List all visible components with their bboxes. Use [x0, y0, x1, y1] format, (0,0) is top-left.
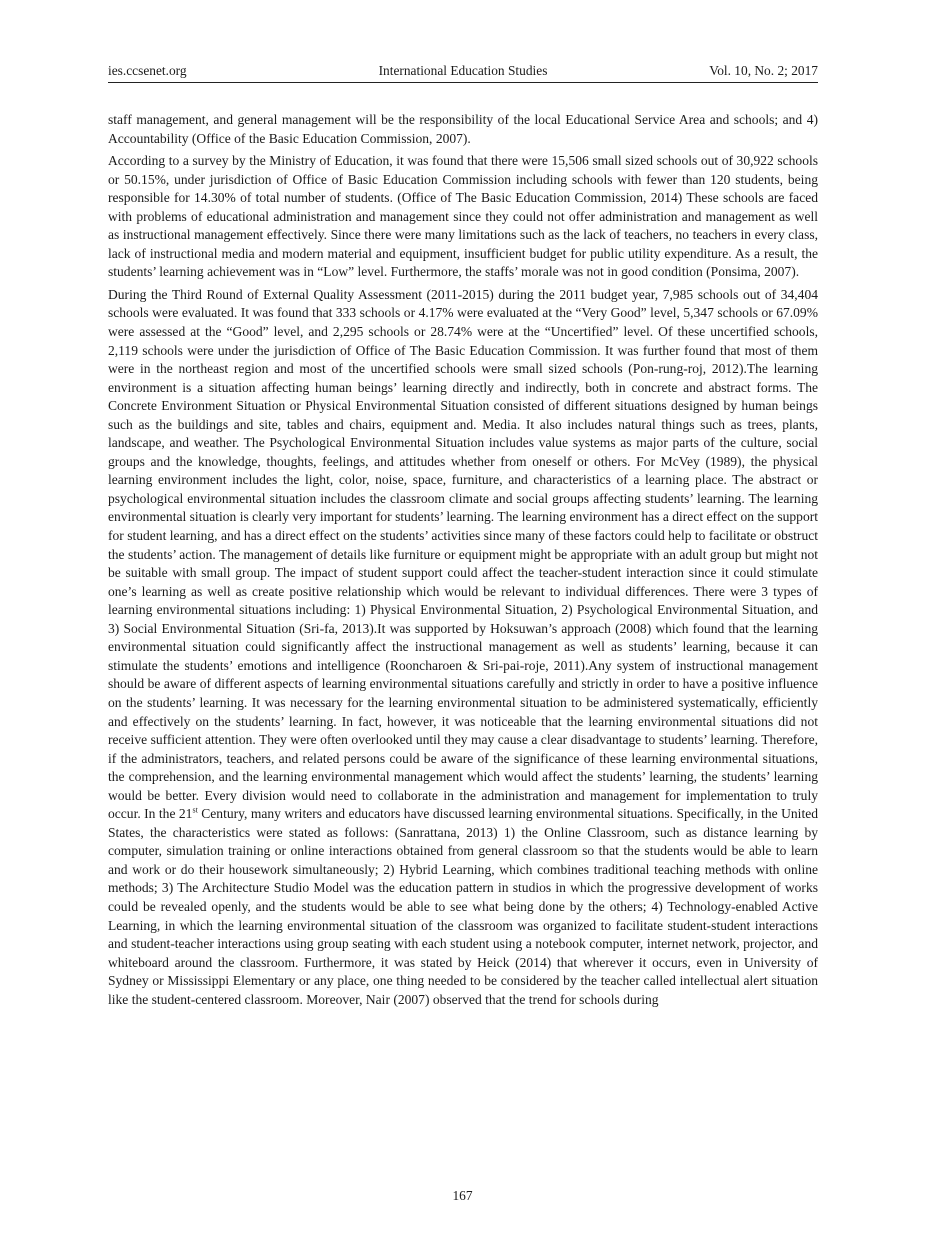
header-rule — [108, 82, 818, 83]
journal-website: ies.ccsenet.org — [108, 63, 187, 78]
paragraph-1: staff management, and general management will be the responsibility of the local Educational Service Area and schools; and 4) Accountability (Office of the Basic Education Commission, 2007). — [108, 112, 818, 146]
page-number: 167 — [452, 1188, 473, 1203]
running-header — [108, 63, 818, 83]
paragraph-3-text-a: During the Third Round of External Quality Assessment (2011-2015) during the 2011 budget year, 7,985 schools out of 34,404 schools were evaluated. It was found that 333 schools or 4.17% were evaluated at the “Very Good” level, 5,347 schools or 67.09% were assessed at the “Good” level, and 2,295 schools or 28.74% were at the “Uncertified” level. Of these uncertified schools, 2,119 schools were under the jurisdiction of Office of The Basic Education Commission. It was further found that most of them were in the northeast region and most of the uncertified schools were small sized schools (Pon-rung-roj, 2012).The learning environment is a situation affecting human beings’ learning directly and indirectly, both in concrete and abstract forms. The Concrete Environment Situation or Physical Environmental Situation consisted of different situations designed by human beings such as the buildings and site, tables and chairs, equipment and. Media. It also includes natural things such as trees, plants, landscape, and weather. The Psychological Environmental Situation includes value systems as major parts of the culture, social groups and the knowledge, thoughts, feelings, and attitudes whether from oneself or others. For McVey (1989), the physical learning environment includes the light, color, noise, space, furniture, and characteristics of a learning place. The abstract or psychological environmental situation includes the classroom climate and social groups affecting students’ learning. The learning environmental situation is clearly very important for students’ learning. The learning environment has a direct effect on the support for student learning, and has a direct effect on the students’ activities since many of these factors could help to facilitate or obstruct the students’ action. The management of details like furniture or equipment might be appropriate with an adult group but might not be suitable with small group. The impact of student support could affect the teacher-student interaction since it could stimulate one’s learning as well as create positive relationship which would be relevant to individual differences. There were 3 types of learning environmental situations including: 1) Physical Environmental Situation, 2) Psychological Environmental Situation, and 3) Social Environmental Situation (Sri-fa, 2013).It was supported by Hoksuwan’s approach (2008) which found that the learning environmental situation could significantly affect the instructional management as well as students’ learning, because it can stimulate the students’ emotions and intelligence (Rooncharoen & Sri-pai-roje, 2011).Any system of instructional management should be aware of different aspects of learning environmental situations carefully and strictly in order to have a positive influence on the students’ learning. It was necessary for the learning environmental situation to be administered systematically, efficiently and effectively on the students’ learning. In fact, however, it was noticeable that the learning environmental situations did not receive sufficient attention. They were often overlooked until they may cause a clear disadvantage to students’ learning. Therefore, if the administrators, teachers, and related persons could be aware of the significance of these learning environmental situations, the comprehension, and the learning environmental management which would affect the students’ learning, the students’ learning would be better. Every division would need to collaborate in the administration and management for implementation to truly occur. In the 21 — [108, 286, 818, 822]
article-body — [108, 111, 818, 1013]
paragraph-2: According to a survey by the Ministry of Education, it was found that there were 15,506 small sized schools out of 30,922 schools or 50.15%, under jurisdiction of Office of Basic Education Commission including schools with fewer than 120 students, being responsible for 14.30% of total number of students. (Office of The Basic Education Commission, 2014) These schools are faced with problems of educational administration and management since they could not offer administration and management as well as instructional management effectively. Since there were many limitations such as the lack of teachers, no teachers in every class, lack of instructional media and modern material and equipment, insufficient budget for public utility expenditure. As a result, the students’ learning achievement was in “Low” level. Furthermore, the staffs’ morale was not in good condition (Ponsima, 2007). — [108, 153, 818, 280]
paragraph-3 — [108, 286, 818, 1009]
ordinal-superscript: st — [192, 805, 198, 815]
volume-issue: Vol. 10, No. 2; 2017 — [709, 63, 818, 78]
journal-title: International Education Studies — [378, 63, 548, 78]
paragraph-3-text-b: Century, many writers and educators have discussed learning environmental situations. Specifically, in the United States, the characteristics were stated as follows: (Sanrattana, 2013) 1) the Online Classroom, such as distance learning by computer, simulation training or online interactions obtained from general classroom so that the students would be able to learn and work or do their housework simultaneously; 2) Hybrid Learning, which combines traditional teaching methods with online methods; 3) The Architecture Studio Model was the education pattern in studios in which the progressive development of works could be revealed openly, and the students would be able to see what being done by the others; 4) Technology-enabled Active Learning, in which the learning environmental situation of the classroom was organized to facilitate student-student interactions and student-teacher interactions using group seating with each student using a notebook computer, internet network, projector, and whiteboard around the classroom. Furthermore, it was stated by Heick (2014) that wherever it occurs, even in University of Sydney or Mississippi Elementary or any place, one thing needed to be considered by the teacher called intellectual alert situation like the student-centered classroom. Moreover, Nair (2007) observed that the trend for schools during — [108, 806, 818, 1007]
